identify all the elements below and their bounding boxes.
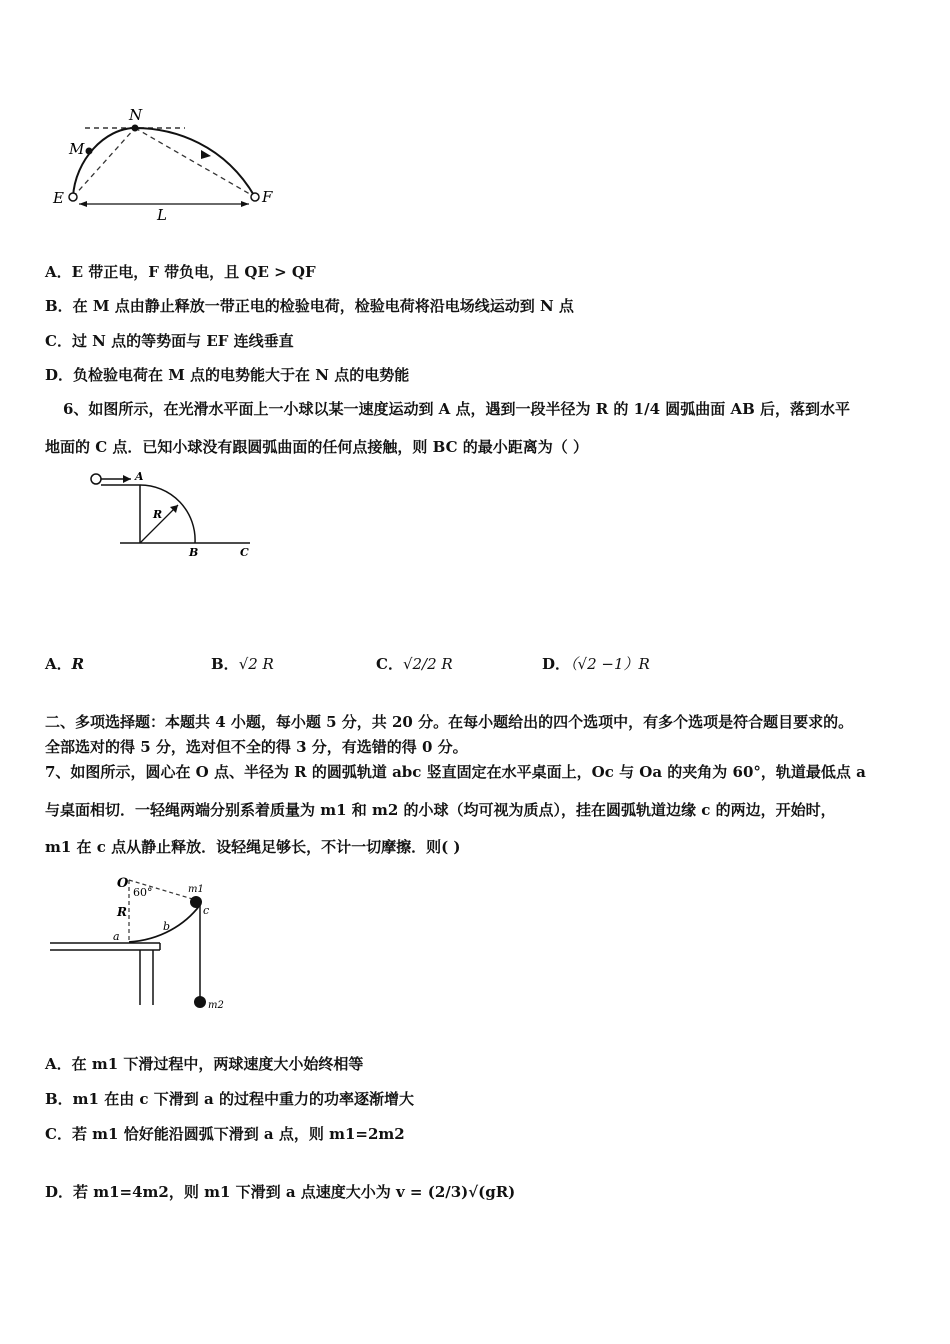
label-N: N <box>129 106 143 124</box>
section-2-title: 二、多项选择题：本题共 4 小题，每小题 5 分，共 20 分。在每小题给出的四个选项中，有多个选项是符合题目要求的。 <box>45 713 854 731</box>
electric-field-figure <box>45 100 285 225</box>
ball-m2 <box>194 996 206 1008</box>
label-angle: 60° <box>133 886 153 899</box>
label-R: R <box>117 905 127 919</box>
label-E: E <box>53 189 64 207</box>
q5-option-c: C．过 N 点的等势面与 EF 连线垂直 <box>45 332 294 350</box>
q6-stem-line1: 6、如图所示，在光滑水平面上一小球以某一速度运动到 A 点，遇到一段半径为 R 的 1/4 圆弧曲面 AB 后，落到水平 <box>63 400 850 418</box>
q7-option-b: B．m1 在由 c 下滑到 a 的过程中重力的功率逐渐增大 <box>45 1090 414 1108</box>
q7-option-a: A．在 m1 下滑过程中，两球速度大小始终相等 <box>45 1055 364 1073</box>
q7-stem-line3: m1 在 c 点从静止释放．设轻绳足够长，不计一切摩擦．则( ) <box>45 838 461 856</box>
q7-stem-line2: 与桌面相切．一轻绳两端分别系着质量为 m1 和 m2 的小球（均可视为质点），挂在圆弧轨道边缘 c 的两边，开始时， <box>45 801 836 819</box>
q5-option-b: B．在 M 点由静止释放一带正电的检验电荷，检验电荷将沿电场线运动到 N 点 <box>45 297 574 315</box>
q6-option-b: B．√2 R <box>211 655 274 673</box>
arrowhead <box>201 150 211 159</box>
q5-option-d: D．负检验电荷在 M 点的电势能大于在 N 点的电势能 <box>45 366 410 384</box>
label-L: L <box>157 206 167 224</box>
label-a: a <box>113 930 120 943</box>
label-m2: m2 <box>208 1000 224 1011</box>
q7-stem-line1: 7、如图所示，圆心在 O 点、半径为 R 的圆弧轨道 abc 竖直固定在水平桌面上，Oc 与 Oa 的夹角为 60°，轨道最低点 a <box>45 763 866 781</box>
q6-stem-line2: 地面的 C 点．已知小球没有跟圆弧曲面的任何点接触，则 BC 的最小距离为（ ） <box>45 438 588 456</box>
label-M: M <box>69 140 85 158</box>
label-O: O <box>117 876 129 891</box>
label-m1: m1 <box>188 884 204 895</box>
label-B: B <box>189 546 199 559</box>
q6-option-a: A．R <box>45 655 85 673</box>
field-line-curve <box>73 128 255 197</box>
q5-option-a: A．E 带正电，F 带负电，且 QE > QF <box>45 263 316 281</box>
charge-F <box>251 193 259 201</box>
label-b: b <box>163 920 171 933</box>
ball <box>91 474 101 484</box>
point-M <box>86 148 93 155</box>
point-N <box>132 125 139 132</box>
label-R: R <box>153 508 163 521</box>
ball-m1 <box>190 896 202 908</box>
quarter-arc-figure <box>85 465 260 560</box>
circular-track-figure <box>45 870 235 1015</box>
q6-option-c: C．√2/2 R <box>376 655 453 673</box>
label-c: c <box>203 904 210 917</box>
charge-E <box>69 193 77 201</box>
label-C: C <box>240 546 249 559</box>
label-A: A <box>135 470 144 483</box>
label-F: F <box>262 188 273 206</box>
section-2-subtitle: 全部选对的得 5 分，选对但不全的得 3 分，有选错的得 0 分。 <box>45 738 468 756</box>
dashed-line-NF <box>135 128 255 197</box>
q7-option-d: D．若 m1=4m2，则 m1 下滑到 a 点速度大小为 v = (2/3)√(gR) <box>45 1183 516 1201</box>
q6-option-d: D．（√2 −1）R <box>542 655 650 673</box>
q7-option-c: C．若 m1 恰好能沿圆弧下滑到 a 点，则 m1=2m2 <box>45 1125 405 1143</box>
